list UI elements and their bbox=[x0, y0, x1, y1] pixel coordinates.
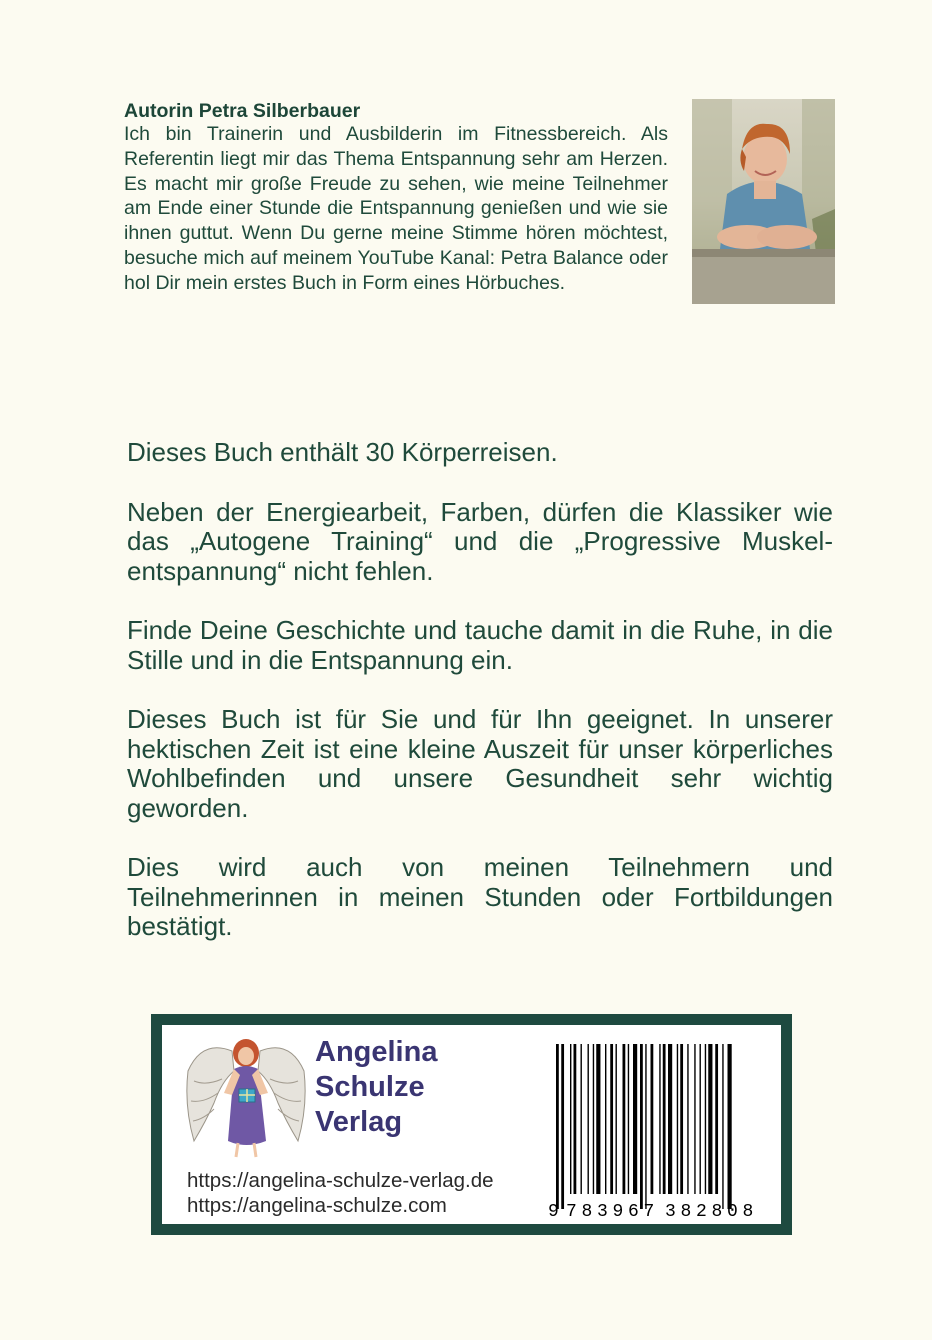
description-paragraph: Finde Deine Geschichte und tauche damit in die Ruhe, in die Stille und in die Entspannung ein. bbox=[127, 615, 833, 675]
barcode-bar bbox=[561, 1044, 564, 1209]
barcode-bar bbox=[593, 1044, 594, 1194]
description-paragraph: Neben der Energiearbeit, Farben, dürfen die Klassiker wie das „Autogene Training“ und die „Progressive Muskel-entspannung“ nicht fehlen. bbox=[127, 496, 833, 586]
isbn-digit: 7 bbox=[643, 1202, 655, 1219]
description-paragraph: Dieses Buch enthält 30 Körperreisen. bbox=[127, 437, 558, 467]
barcode-bar bbox=[645, 1044, 646, 1209]
publisher-url: https://angelina-schulze.com bbox=[187, 1194, 447, 1217]
isbn-digit: 8 bbox=[711, 1202, 723, 1219]
isbn-digit: 2 bbox=[696, 1202, 707, 1219]
barcode-bar bbox=[610, 1044, 613, 1194]
publisher-name-line: Verlag bbox=[315, 1106, 403, 1138]
angel-logo-icon bbox=[184, 1031, 308, 1167]
isbn-digit: 0 bbox=[727, 1202, 738, 1219]
barcode-bar bbox=[605, 1044, 606, 1194]
publisher-name-line: Schulze bbox=[315, 1071, 425, 1103]
barcode-bar bbox=[728, 1044, 732, 1209]
barcode-bar bbox=[596, 1044, 600, 1194]
publisher-name bbox=[315, 1035, 437, 1140]
barcode-bar bbox=[640, 1044, 643, 1209]
author-portrait-photo bbox=[692, 99, 835, 304]
isbn-digit: 8 bbox=[680, 1202, 692, 1219]
description-paragraph: Dieses Buch ist für Sie und für Ihn geeignet. In unserer hektischen Zeit ist eine kleine Auszeit für unser körperliches Wohlbefinden und unsere Gesundheit sehr wichtig geworden. bbox=[127, 704, 833, 823]
barcode-bar bbox=[628, 1044, 629, 1194]
barcode-bar bbox=[705, 1044, 706, 1194]
author-section bbox=[124, 100, 668, 296]
author-photo bbox=[692, 99, 835, 304]
publisher-urls bbox=[187, 1168, 494, 1218]
isbn-digit: 3 bbox=[597, 1202, 608, 1219]
description-section bbox=[127, 438, 833, 972]
barcode-bar bbox=[722, 1044, 723, 1209]
author-heading: Autorin Petra Silberbauer bbox=[124, 100, 361, 122]
barcode-bar bbox=[623, 1044, 626, 1194]
barcode-bar bbox=[708, 1044, 712, 1194]
barcode-bar bbox=[694, 1044, 695, 1194]
description-paragraph: Dies wird auch von meinen Teilnehmern und Teilnehmerinnen in meinen Stunden oder Fortbildungen bestätigt. bbox=[127, 852, 833, 941]
publisher-name-line: Angelina bbox=[315, 1036, 438, 1068]
barcode-bar bbox=[633, 1044, 637, 1194]
barcode-bar bbox=[680, 1044, 683, 1194]
isbn-digit: 3 bbox=[665, 1202, 676, 1219]
barcode-bar bbox=[700, 1044, 701, 1194]
barcode-bar bbox=[581, 1044, 582, 1194]
isbn-digit: 9 bbox=[612, 1202, 624, 1219]
barcode-bar bbox=[659, 1044, 660, 1194]
isbn-digit: 7 bbox=[566, 1202, 577, 1219]
publisher-box bbox=[151, 1014, 792, 1235]
isbn-digit: 8 bbox=[581, 1202, 593, 1219]
barcode-bar bbox=[556, 1044, 559, 1209]
isbn-barcode bbox=[544, 1044, 759, 1219]
barcode-bar bbox=[687, 1044, 688, 1194]
barcode-bar bbox=[668, 1044, 672, 1194]
barcode-bar bbox=[715, 1044, 718, 1194]
barcode-bar bbox=[677, 1044, 678, 1194]
publisher-panel bbox=[162, 1025, 781, 1224]
barcode-bar bbox=[588, 1044, 589, 1194]
barcode-bar bbox=[616, 1044, 617, 1194]
isbn-digit: 6 bbox=[628, 1202, 639, 1219]
barcode-bar bbox=[663, 1044, 666, 1194]
barcode-bar bbox=[651, 1044, 654, 1194]
author-biography: Ich bin Trainerin und Ausbilderin im Fitnessbereich. Als Referentin liegt mir das Thema Entspannung sehr am Herzen. Es macht mir große Freude zu sehen, wie meine Teilnehmer am Ende einer Stunde die Entspannung genießen und wie sie ihnen guttut. Wenn Du gerne meine Stimme hören möchtest, besuche mich auf meinem YouTube Kanal: Petra Balance oder hol Dir mein erstes Buch in Form eines Hörbuches. bbox=[124, 123, 668, 294]
isbn-digit: 9 bbox=[548, 1202, 559, 1219]
barcode-bar bbox=[570, 1044, 571, 1194]
publisher-url: https://angelina-schulze-verlag.de bbox=[187, 1169, 494, 1192]
isbn-digit: 8 bbox=[742, 1202, 754, 1219]
barcode-bar bbox=[574, 1044, 577, 1194]
